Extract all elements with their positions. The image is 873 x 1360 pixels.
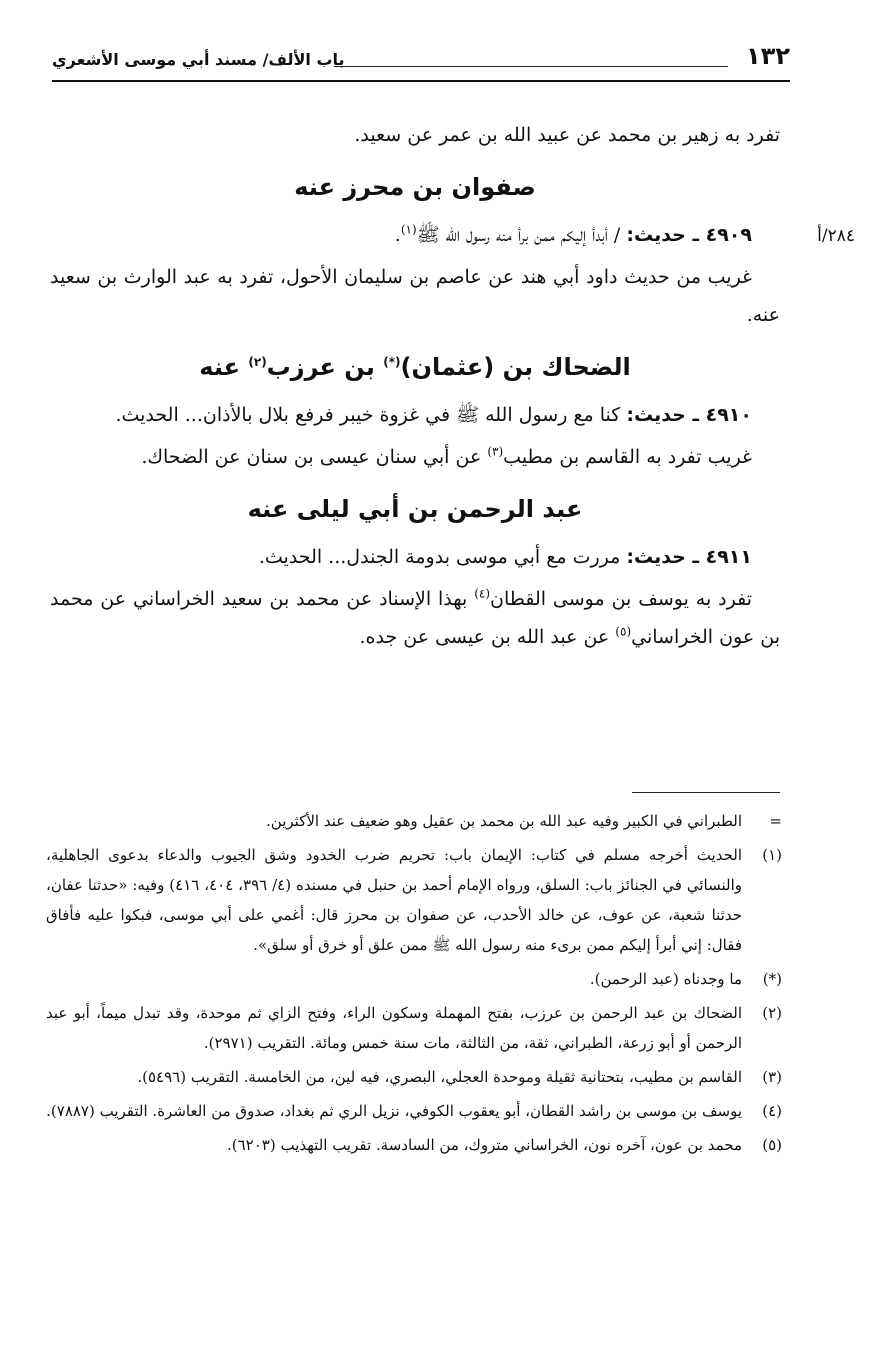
footnote <box>46 964 782 994</box>
footnote-text: يوسف بن موسى بن راشد القطان، أبو يعقوب الكوفي، نزيل الري ثم بغداد، صدوق من العاشرة. التقريب (٧٨٨٧). <box>46 1102 742 1120</box>
footnote-mark: = <box>769 812 782 830</box>
footnote-text: الطبراني في الكبير وفيه عبد الله بن محمد بن عقيل وهو ضعيف عند الأكثرين. <box>266 812 742 830</box>
hadith-4911 <box>50 538 780 576</box>
paragraph-3 <box>50 438 780 476</box>
footnote-text: محمد بن عون، آخره نون، الخراساني متروك، من السادسة. تقريب التهذيب (٦٢٠٣). <box>227 1136 742 1154</box>
footnote-mark: (*) <box>762 970 782 988</box>
footnote-text: ما وجدناه (عبد الرحمن). <box>589 970 742 988</box>
hadith-text-4910: كنا مع رسول الله ﷺ في غزوة خيبر فرفع بلال بالأذان... الحديث. <box>115 404 621 426</box>
footnote-ref-1: (١) <box>400 222 417 237</box>
footnote-mark: (٥) <box>762 1136 782 1154</box>
section-heading-3: عبد الرحمن بن أبي ليلى عنه <box>247 495 583 523</box>
hadith-4909 <box>50 216 780 254</box>
footnote <box>46 998 782 1058</box>
footnote <box>46 840 782 960</box>
running-title: باب الألف/ مسند أبي موسى الأشعري <box>52 50 345 69</box>
footnote-ref-5: (٥) <box>615 624 632 639</box>
hadith-text-4909: / أبدأ إليكم ممن برأ منه رسول الله ﷺ <box>416 224 621 246</box>
hadith-number-4909: ٤٩٠٩ ـ حديث: <box>626 224 752 246</box>
paragraph-4-part-a: تفرد به يوسف بن موسى القطان <box>490 588 752 610</box>
footnote <box>46 1062 782 1092</box>
footnote-mark: (٣) <box>762 1068 782 1086</box>
footnote-separator <box>632 792 780 793</box>
section-heading-2 <box>50 348 780 386</box>
running-header <box>52 36 790 82</box>
footnote-mark: (٤) <box>762 1102 782 1120</box>
footnote-text: الضحاك بن عبد الرحمن بن عرزب، بفتح المهملة وسكون الراء، وفتح الزاي ثم موحدة، وقد تبدل ميماً، أبو عبد الرحمن أو أبو زرعة، الطبراني، ثقة، من الثالثة، مات سنة خمس ومائة. التقريب (٢٩٧١). <box>46 1004 742 1052</box>
header-rule <box>52 80 790 82</box>
footnote-ref-star: (*) <box>383 355 401 369</box>
footnote-text: القاسم بن مطيب، بتحتانية ثقيلة وموحدة العجلي، البصري، فيه لين، من الخامسة. التقريب (٥٤٩٦). <box>137 1068 742 1086</box>
footnote-ref-4: (٤) <box>474 586 491 601</box>
hadith-number-4911: ٤٩١١ ـ حديث: <box>626 546 752 568</box>
paragraph-2: غريب من حديث داود أبي هند عن عاصم بن سليمان الأحول، تفرد به عبد الوارث بن سعيد عنه. <box>50 266 780 326</box>
footnote-text: الحديث أخرجه مسلم في كتاب: الإيمان باب: تحريم ضرب الخدود وشق الجيوب والدعاء بدعوى الجاهلية، والنسائي في الجنائز باب: السلق، ورواه الإمام أحمد بن حنبل في مسنده (٤/ ٣٩٦، ٤٠٤، ٤١٦) وفيه: «حدثنا عفان، حدثنا شعبة، عن عوف، عن خالد الأحدب، عن صفوان بن محرز قال: أغمي على أبي موسى، فبكوا عليه فأفاق فقال: إني أبرأ إليكم ممن برىء منه رسول الله ﷺ ممن علق أو خرق أو سلق». <box>46 846 743 954</box>
paragraph-3-part-b: عن أبي سنان عيسى بن سنان عن الضحاك. <box>141 446 488 468</box>
footnote-mark: (٢) <box>762 1004 782 1022</box>
footnote <box>46 1130 782 1160</box>
paragraph-4-part-b: بهذا الإسناد عن محمد بن سعيد الخراساني عن محمد بن عون الخراساني <box>50 588 780 648</box>
heading-2-part-b: بن عرزب <box>266 353 384 381</box>
hadith-number-4910: ٤٩١٠ ـ حديث: <box>626 404 752 426</box>
footnote <box>46 806 782 836</box>
footnote-mark: (١) <box>762 846 782 864</box>
hadith-4910 <box>50 396 780 434</box>
hadith-text-4911: مررت مع أبي موسى بدومة الجندل... الحديث. <box>258 546 621 568</box>
manuscript-folio-note: ٢٨٤/أ <box>817 226 855 246</box>
main-text <box>50 116 780 660</box>
paragraph-4 <box>50 580 780 656</box>
footnote <box>46 1096 782 1126</box>
paragraph-1: تفرد به زهير بن محمد عن عبيد الله بن عمر عن سعيد. <box>354 124 780 146</box>
paragraph-3-part-a: غريب تفرد به القاسم بن مطيب <box>503 446 752 468</box>
header-dash <box>334 66 728 67</box>
sentence-end: . <box>394 224 401 246</box>
footnotes <box>46 806 782 1164</box>
heading-2-part-c: عنه <box>199 353 249 381</box>
paragraph-4-part-c: عن عبد الله بن عيسى عن جده. <box>359 626 616 648</box>
footnote-ref-2: (٢) <box>248 355 267 369</box>
page-number: ١٣٢ <box>746 42 790 70</box>
heading-2-part-a: الضحاك بن (عثمان) <box>400 353 631 381</box>
footnote-ref-3: (٣) <box>487 444 504 459</box>
section-heading-1: صفوان بن محرز عنه <box>294 173 536 201</box>
